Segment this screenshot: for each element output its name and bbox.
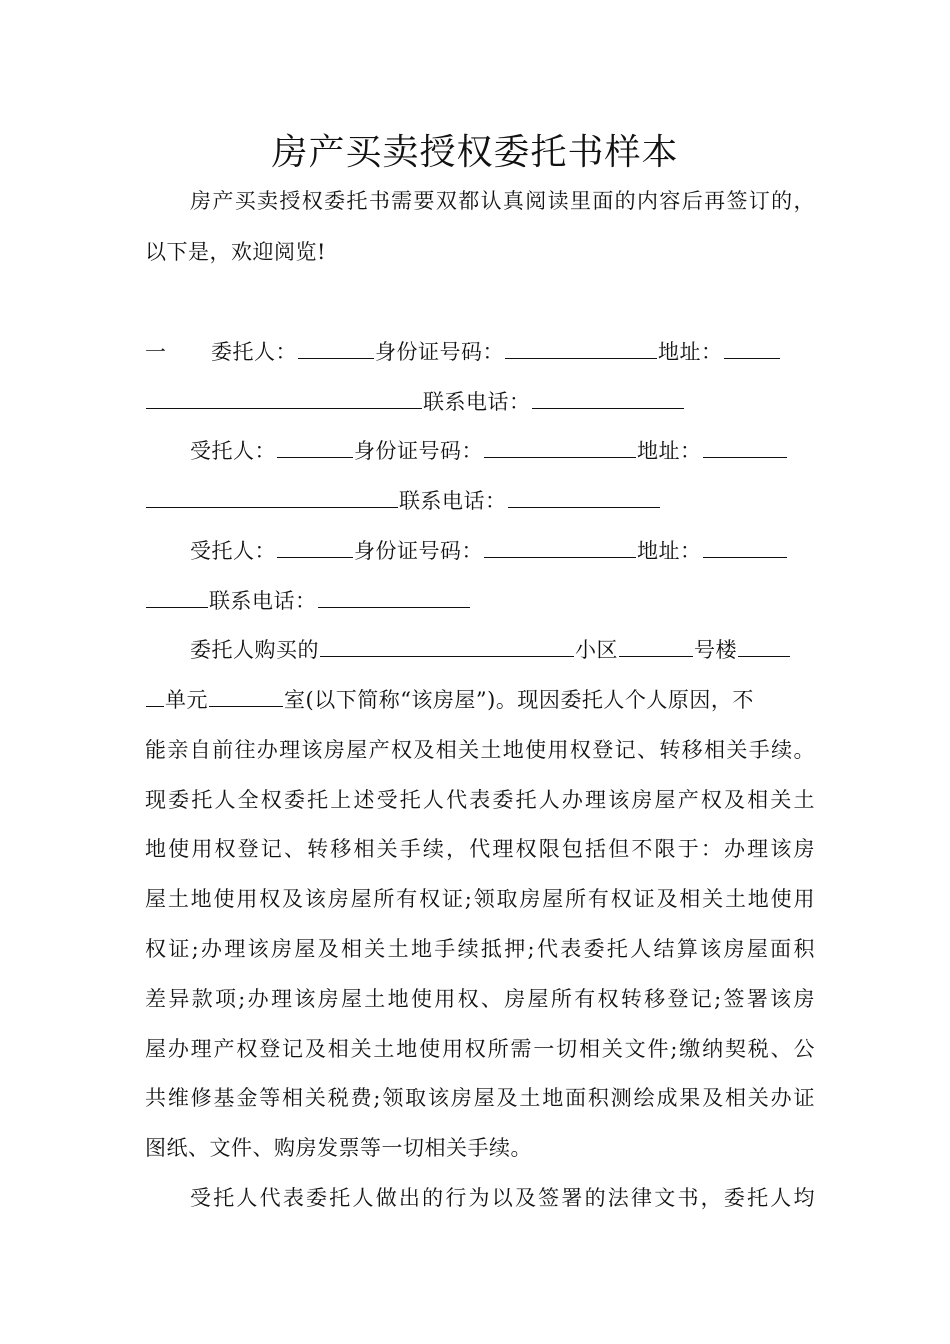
body-line-11: 图纸、文件、购房发票等一切相关手续。: [145, 1136, 532, 1160]
body-line-8: 差异款项;办理该房屋土地使用权、房屋所有权转移登记;签署该房: [145, 987, 815, 1011]
agent2-name-blank[interactable]: [277, 537, 353, 558]
body-purchase-text: 委托人购买的: [190, 638, 319, 662]
body-line-1: [190, 635, 815, 665]
body-line-9: 屋办理产权登记及相关土地使用权所需一切相关文件;缴纳契税、公: [145, 1037, 815, 1061]
unit-blank-2[interactable]: [146, 686, 164, 707]
agent1-address-label: 地址：: [637, 439, 702, 463]
principal-address-blank[interactable]: [724, 338, 780, 359]
body-line-5: 地使用权登记、转移相关手续，代理权限包括但不限于：办理该房: [145, 837, 815, 861]
agent1-id-blank[interactable]: [484, 437, 636, 458]
unit-blank[interactable]: [738, 636, 790, 657]
agent1-row: [190, 436, 815, 466]
unit-label: 单元: [165, 688, 208, 712]
agent1-address-blank-2[interactable]: [146, 487, 398, 508]
room-text: 室(以下简称“该房屋”)。现因委托人个人原因，不: [284, 688, 754, 712]
body-line-6: 屋土地使用权及该房屋所有权证;领取房屋所有权证及相关土地使用: [145, 887, 815, 911]
agent1-label: 受托人：: [190, 439, 276, 463]
community-blank[interactable]: [320, 636, 574, 657]
principal-address-label: 地址：: [658, 340, 723, 364]
agent2-id-blank[interactable]: [484, 537, 636, 558]
agent2-phone-label: 联系电话：: [209, 589, 317, 613]
principal-phone-label: 联系电话：: [423, 390, 531, 414]
community-label: 小区: [575, 638, 618, 662]
agent1-id-label: 身份证号码：: [354, 439, 483, 463]
agent1-phone-label: 联系电话：: [399, 489, 507, 513]
principal-phone-blank[interactable]: [532, 388, 684, 409]
intro-line-1: 房产买卖授权委托书需要双都认真阅读里面的内容后再签订的，: [190, 189, 815, 213]
agent1-address-blank[interactable]: [703, 437, 787, 458]
agent2-label: 受托人：: [190, 539, 276, 563]
principal-row: [145, 337, 815, 367]
agent2-address-blank-2[interactable]: [146, 587, 208, 608]
building-label: 号楼: [694, 638, 737, 662]
agent2-id-label: 身份证号码：: [354, 539, 483, 563]
building-blank[interactable]: [619, 636, 693, 657]
principal-id-label: 身份证号码：: [375, 340, 504, 364]
agent2-phone-blank[interactable]: [318, 587, 470, 608]
body-line-3: 能亲自前往办理该房屋产权及相关土地使用权登记、转移相关手续。: [145, 738, 815, 762]
agent1-phone-row: [145, 486, 815, 516]
body-line-2: [145, 685, 815, 715]
section-number: 一: [145, 340, 167, 364]
agent2-row: [190, 536, 815, 566]
room-blank[interactable]: [209, 686, 283, 707]
agent2-phone-row: [145, 586, 815, 616]
body-line-12: 受托人代表委托人做出的行为以及签署的法律文书，委托人均: [190, 1186, 815, 1210]
agent1-phone-blank[interactable]: [508, 487, 660, 508]
document-title: 房产买卖授权委托书样本: [271, 132, 679, 173]
body-line-7: 权证;办理该房屋及相关土地手续抵押;代表委托人结算该房屋面积: [145, 937, 815, 961]
principal-label: 委托人：: [211, 340, 297, 364]
agent1-name-blank[interactable]: [277, 437, 353, 458]
intro-line-2: 以下是，欢迎阅览!: [145, 240, 326, 264]
agent2-address-blank[interactable]: [703, 537, 787, 558]
principal-id-blank[interactable]: [505, 338, 657, 359]
principal-address-blank-2[interactable]: [146, 388, 422, 409]
principal-name-blank[interactable]: [298, 338, 374, 359]
agent2-address-label: 地址：: [637, 539, 702, 563]
body-line-4: 现委托人全权委托上述受托人代表委托人办理该房屋产权及相关土: [145, 788, 815, 812]
body-line-10: 共维修基金等相关税费;领取该房屋及土地面积测绘成果及相关办证: [145, 1086, 815, 1110]
principal-phone-row: [145, 387, 815, 417]
